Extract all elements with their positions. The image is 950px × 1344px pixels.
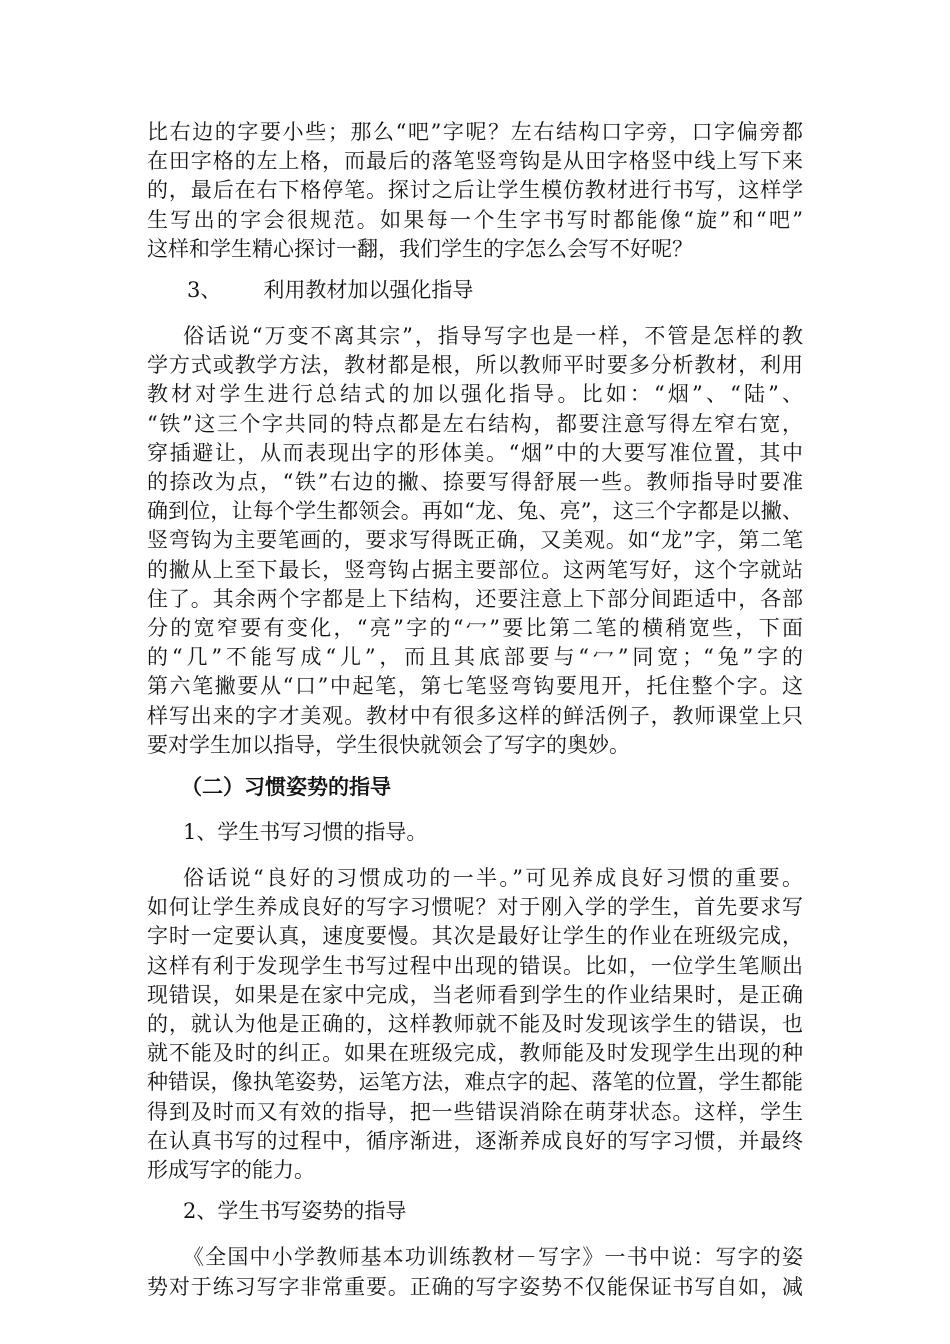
heading-use-textbook [147,276,803,305]
text-line: 现错误，如果是在家中完成，当老师看到学生的作业结果时，是正确 [147,982,803,1007]
text-line: 这样有利于发现学生书写过程中出现的错误。比如，一位学生笔顺出 [147,953,803,978]
paragraph-habits [147,864,803,1185]
text-line: 这样和学生精心探讨一翻，我们学生的字怎么会写不好呢？ [147,236,693,261]
text-line: 穿插避让，从而表现出字的形体美。“烟”中的大要写准位置，其中 [147,440,803,465]
text-line: 比右边的字要小些；那么“吧”字呢？左右结构口字旁，口字偏旁都 [147,120,803,144]
text-line: 学方式或教学方法，教材都是根，所以教师平时要多分析教材，利用 [147,353,803,378]
paragraph-posture [147,1243,803,1301]
text-line: 样写出来的字才美观。教材中有很多这样的鲜活例子，教师课堂上只 [147,703,803,728]
text-line: 生写出的字会很规范。如果每一个生字书写时都能像“旋”和“吧” [147,207,803,232]
text-line: 住了。其余两个字都是上下结构，还要注意上下部分间距适中，各部 [147,586,803,611]
text-line: 第六笔撇要从“口”中起笔，第七笔竖弯钩要甩开，托住整个字。这 [147,674,803,699]
text-line: 形成写字的能力。 [147,1158,315,1183]
text-line: 在认真书写的过程中，循序渐进，逐渐养成良好的写字习惯，并最终 [147,1128,803,1153]
text-line: 教材对学生进行总结式的加以强化指导。比如：“烟”、“陆”、 [147,382,803,407]
text-line: 的，就认为他是正确的，这样教师就不能及时发现该学生的错误，也 [147,1012,803,1037]
section-title-habits-posture: （二）习惯姿势的指导 [181,774,391,800]
heading-title: 利用教材加以强化指导 [263,278,474,303]
text-line: 分的宽窄要有变化，“亮”字的“冖”要比第二笔的横稍宽些，下面 [147,616,803,641]
text-line: 的捺改为点，“铁”右边的撇、捺要写得舒展一些。教师指导时要准 [147,470,803,495]
text-line: 种错误，像执笔姿势，运笔方法，难点字的起、落笔的位置，学生都能 [147,1070,803,1095]
text-line: 的撇从上至下最长，竖弯钩占据主要部位。这两笔写好，这个字就站 [147,557,803,582]
text-line: 俗话说“良好的习惯成功的一半。”可见养成良好习惯的重要。 [183,866,803,891]
text-line: 竖弯钩为主要笔画的，要求写得既正确，又美观。如“龙”字，第二笔 [147,528,803,553]
text-line: 的，最后在右下格停笔。探讨之后让学生模仿教材进行书写，这样学 [147,178,803,203]
text-line: 的“几”不能写成“儿”，而且其底部要与“冖”同宽；“兔”字的 [147,645,803,670]
paragraph-textbook [147,322,803,760]
heading-writing-habits: 1、学生书写习惯的指导。 [183,820,428,845]
text-line: “铁”这三个字共同的特点都是左右结构，都要注意写得左窄右宽， [147,411,803,436]
text-line: 字时一定要认真，速度要慢。其次是最好让学生的作业在班级完成， [147,924,803,949]
text-line: 在田字格的左上格，而最后的落笔竖弯钩是从田字格竖中线上写下来 [147,149,803,174]
heading-number: 3、 [187,278,222,303]
text-line: 就不能及时的纠正。如果在班级完成，教师能及时发现学生出现的种 [147,1041,803,1066]
text-line: 确到位，让每个学生都领会。再如“龙、兔、亮”，这三个字都是以撇、 [147,499,803,524]
text-line: 如何让学生养成良好的写字习惯呢？对于刚入学的学生，首先要求写 [147,895,803,920]
paragraph-continued [147,118,803,264]
text-line: 要对学生加以指导，学生很快就领会了写字的奥妙。 [147,732,630,757]
document-body [147,118,803,1314]
text-line: 势对于练习写字非常重要。正确的写字姿势不仅能保证书写自如，减 [147,1274,803,1299]
text-line: 得到及时而又有效的指导，把一些错误消除在萌芽状态。这样，学生 [147,1099,803,1124]
text-line: 俗话说“万变不离其宗”，指导写字也是一样，不管是怎样的教 [183,324,803,349]
heading-writing-posture: 2、学生书写姿势的指导 [183,1199,407,1224]
text-line: 《全国中小学教师基本功训练教材－写字》一书中说：写字的姿 [183,1245,803,1270]
